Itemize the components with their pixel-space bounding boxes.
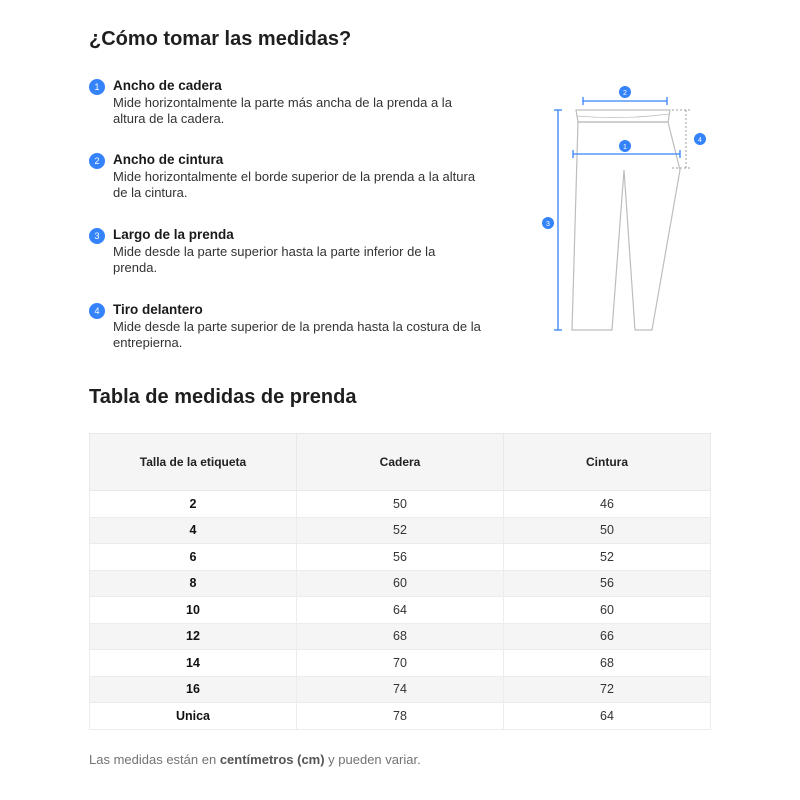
- hip-cell: 60: [297, 570, 504, 597]
- marker-3-label: 3: [546, 221, 550, 228]
- units-note-suffix: y pueden variar.: [324, 752, 421, 767]
- waist-cell: 64: [504, 703, 711, 730]
- step-number-badge: 4: [89, 303, 105, 319]
- table-row: [90, 676, 711, 703]
- waist-cell: 66: [504, 623, 711, 650]
- units-note: [89, 752, 421, 767]
- step-description: Mide horizontalmente el borde superior de la prenda a la altura de la cintura.: [113, 169, 476, 200]
- step-title: Ancho de cintura: [113, 152, 224, 167]
- step-number-badge: 2: [89, 153, 105, 169]
- header-hip: Cadera: [297, 434, 504, 491]
- table-header-row: [90, 434, 711, 491]
- size-cell: 6: [90, 544, 297, 571]
- table-row: [90, 703, 711, 730]
- marker-2-label: 2: [623, 90, 627, 97]
- step-description: Mide desde la parte superior hasta la parte inferior de la prenda.: [113, 244, 436, 275]
- units-note-prefix: Las medidas están en: [89, 752, 220, 767]
- table-row: [90, 623, 711, 650]
- step-title: Tiro delantero: [113, 302, 203, 317]
- table-row: [90, 517, 711, 544]
- size-cell: 10: [90, 597, 297, 624]
- hip-cell: 64: [297, 597, 504, 624]
- hip-cell: 56: [297, 544, 504, 571]
- table-title: Tabla de medidas de prenda: [89, 386, 357, 408]
- marker-4-label: 4: [698, 137, 702, 144]
- units-note-unit: centímetros (cm): [219, 752, 325, 767]
- waist-cell: 56: [504, 570, 711, 597]
- marker-1-label: 1: [623, 144, 627, 151]
- table-row: [90, 597, 711, 624]
- size-table: [89, 433, 711, 730]
- step-number-badge: 3: [89, 228, 105, 244]
- step-title: Largo de la prenda: [113, 227, 234, 242]
- step-description: Mide desde la parte superior de la prenda hasta la costura de la entrepierna.: [113, 319, 481, 350]
- size-cell: 2: [90, 491, 297, 518]
- hip-cell: 74: [297, 676, 504, 703]
- table-row: [90, 650, 711, 677]
- size-cell: 8: [90, 570, 297, 597]
- table-row: [90, 544, 711, 571]
- step-title: Ancho de cadera: [113, 78, 222, 93]
- waist-cell: 46: [504, 491, 711, 518]
- waist-cell: 68: [504, 650, 711, 677]
- pants-measurement-diagram: [530, 80, 720, 340]
- hip-cell: 52: [297, 517, 504, 544]
- table-row: [90, 570, 711, 597]
- step-description: Mide horizontalmente la parte más ancha de la prenda a la altura de la cadera.: [113, 95, 452, 126]
- size-cell: 12: [90, 623, 297, 650]
- header-waist: Cintura: [504, 434, 711, 491]
- header-size: Talla de la etiqueta: [90, 434, 297, 491]
- hip-cell: 68: [297, 623, 504, 650]
- waist-cell: 60: [504, 597, 711, 624]
- hip-cell: 70: [297, 650, 504, 677]
- size-cell: Unica: [90, 703, 297, 730]
- size-cell: 14: [90, 650, 297, 677]
- hip-cell: 78: [297, 703, 504, 730]
- table-row: [90, 491, 711, 518]
- waist-cell: 52: [504, 544, 711, 571]
- hip-cell: 50: [297, 491, 504, 518]
- waist-cell: 72: [504, 676, 711, 703]
- size-cell: 4: [90, 517, 297, 544]
- howto-title: ¿Cómo tomar las medidas?: [89, 28, 352, 50]
- size-cell: 16: [90, 676, 297, 703]
- waist-cell: 50: [504, 517, 711, 544]
- step-number-badge: 1: [89, 79, 105, 95]
